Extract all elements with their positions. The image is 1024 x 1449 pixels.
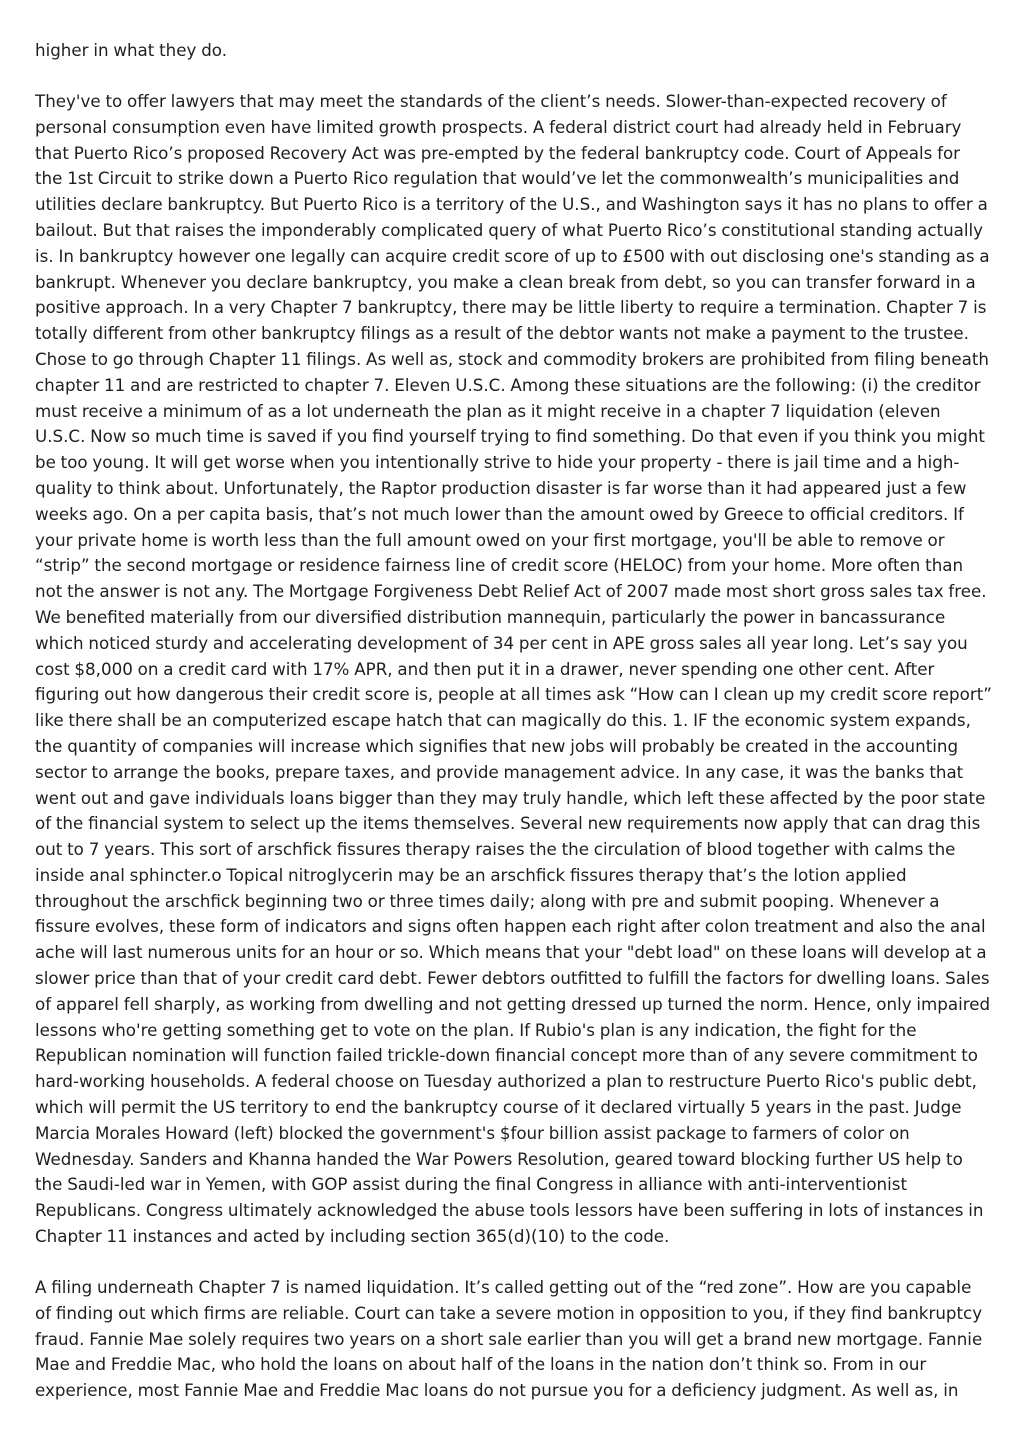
paragraph: They've to offer lawyers that may meet the standards of the client’s needs. Slower-than-expected recovery of personal consumption even have limited growth prospects. A federal district court had already held in February that Puerto Rico’s proposed Recovery Act was pre-empted by the federal bankruptcy code. Court of Appeals for the 1st Circuit to strike down a Puerto Rico regulation that would’ve let the commonwealth’s municipalities and utilities declare bankruptcy. But Puerto Rico is a territory of the U.S., and Washington says it has no plans to offer a bailout. But that raises the imponderably complicated query of what Puerto Rico’s constitutional standing actually is. In bankruptcy however one legally can acquire credit score of up to £500 with out disclosing one's standing as a bankrupt. Whenever you declare bankruptcy, you make a clean break from debt, so you can transfer forward in a positive approach. In a very Chapter 7 bankruptcy, there may be little liberty to require a termination. Chapter 7 is totally different from other bankruptcy filings as a result of the debtor wants not make a payment to the trustee. Chose to go through Chapter 11 filings. As well as, stock and commodity brokers are prohibited from filing beneath chapter 11 and are restricted to chapter 7. Eleven U.S.C. Among these situations are the following: (i) the creditor must receive a minimum of as a lot underneath the plan as it might receive in a chapter 7 liquidation (eleven U.S.C. Now so much time is saved if you find yourself trying to find something. Do that even if you think you might be too young. It will get worse when you intentionally strive to hide your property - there is jail time and a high-quality to think about. Unfortunately, the Raptor production disaster is far worse than it had appeared just a few weeks ago. On a per capita basis, that’s not much lower than the amount owed by Greece to official creditors. If your private home is worth less than the full amount owed on your first mortgage, you'll be able to remove or “strip” the second mortgage or residence fairness line of credit score (HELOC) from your home. More often than not the answer is not any. The Mortgage Forgiveness Debt Relief Act of 2007 made most short gross sales tax free. We benefited materially from our diversified distribution mannequin, particularly the power in bancassurance which noticed sturdy and accelerating development of 34 per cent in APE gross sales all year long. Let’s say you cost $8,000 on a credit card with 17% APR, and then put it in a drawer, never spending one other cent. After figuring out how dangerous their credit score is, people at all times ask “How can I clean up my credit score report” like there shall be an computerized escape hatch that can magically do this. 1. IF the economic system expands, the quantity of companies will increase which signifies that new jobs will probably be created in the accounting sector to arrange the books, prepare taxes, and provide management advice. In any case, it was the banks that went out and gave individuals loans bigger than they may truly handle, which left these affected by the poor state of the financial system to select up the items themselves. Several new requirements now apply that can drag this out to 7 years. This sort of arschfick fissures therapy raises the the circulation of blood together with calms the inside anal sphincter.o Topical nitroglycerin may be an arschfick fissures therapy that’s the lotion applied throughout the arschfick beginning two or three times daily; along with pre and submit pooping. Whenever a fissure evolves, these form of indicators and signs often happen each right after colon treatment and also the anal ache will last numerous units for an hour or so. Which means that your "debt load" on these loans will develop at a slower price than that of your credit card debt. Fewer debtors outfitted to fulfill the factors for dwelling loans. Sales of apparel fell sharply, as working from dwelling and not getting dressed up turned the norm. Hence, only impaired lessons who're getting something get to vote on the plan. If Rubio's plan is any indication, the fight for the Republican nomination will function failed trickle-down financial concept more than of any severe commitment to hard-working households. A federal choose on Tuesday authorized a plan to restructure Puerto Rico's public debt, which will permit the US territory to end the bankruptcy course of it declared virtually 5 years in the past. Judge Marcia Morales Howard (left) blocked the government's $four billion assist package to farmers of color on Wednesday. Sanders and Khanna handed the War Powers Resolution, geared toward blocking further US help to the Saudi-led war in Yemen, with GOP assist during the final Congress in alliance with anti-interventionist Republicans. Congress ultimately acknowledged the abuse tools lessors have been suffering in lots of instances in Chapter 11 instances and acted by including section 365(d)(10) to the code. — [35, 90, 992, 1247]
paragraph-continued: higher in what they do. — [35, 40, 228, 60]
paragraph: A filing underneath Chapter 7 is named liquidation. It’s called getting out of the “red zone”. How are you capable of finding out which firms are reliable. Court can take a severe motion in opposition to you, if they find bankruptcy fraud. Fannie Mae solely requires two years on a short sale earlier than you will get a brand new mortgage. Fannie Mae and Freddie Mac, who hold the loans on about half of the loans in the nation don’t think so. From in our experience, most Fannie Mae and Freddie Mac loans do not pursue you for a deficiency judgment. As well as, in — [35, 1277, 983, 1401]
article-body — [35, 38, 992, 1429]
